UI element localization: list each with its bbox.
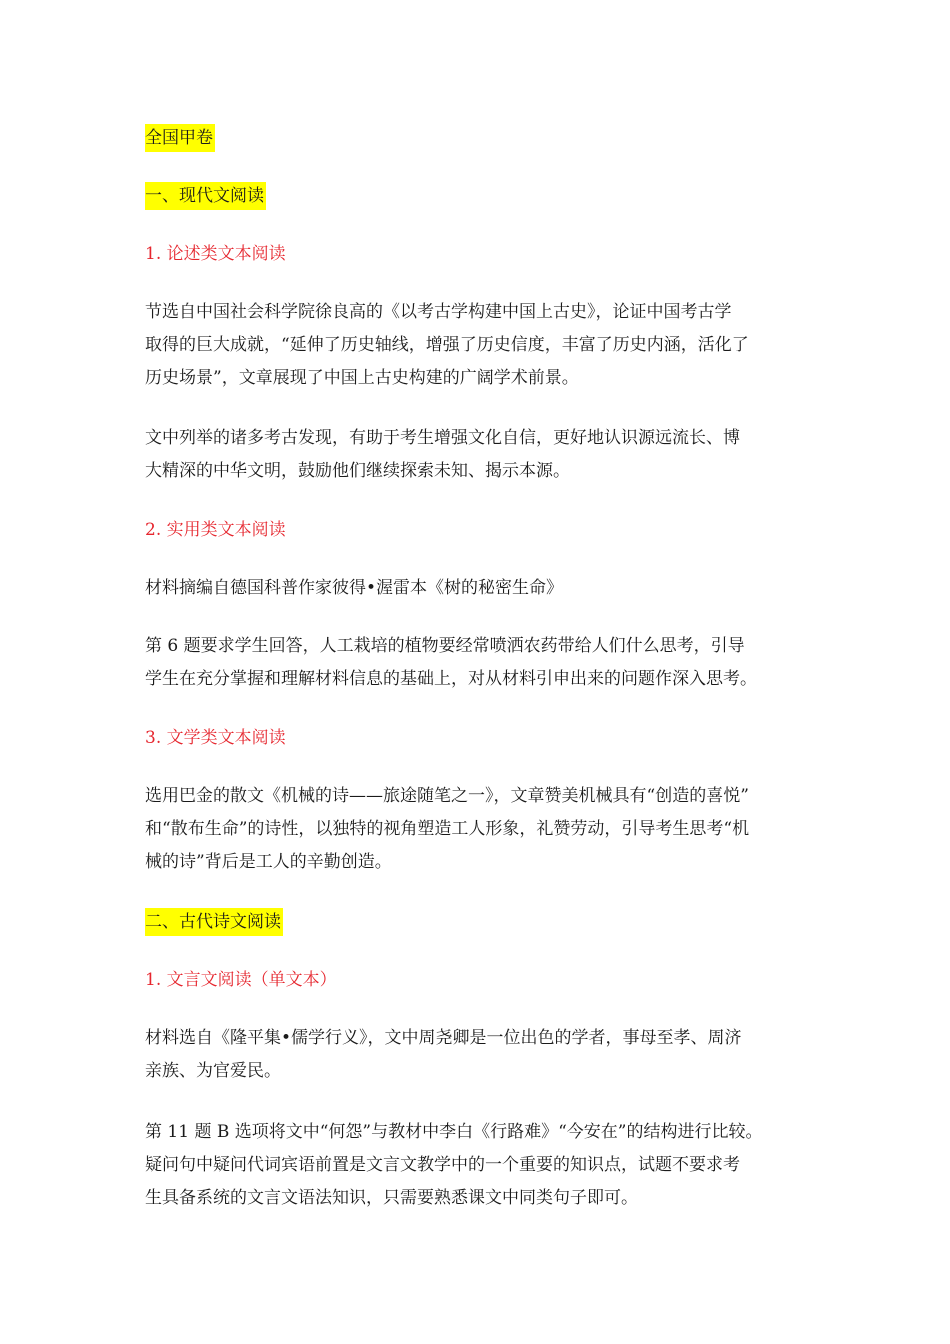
- text-line: 学生在充分掌握和理解材料信息的基础上，对从材料引申出来的问题作深入思考。: [145, 669, 757, 689]
- subheading-argumentative: 1. 论述类文本阅读: [145, 244, 286, 264]
- text-line: 第 6 题要求学生回答，人工栽培的植物要经常喷洒农药带给人们什么思考，引导: [145, 636, 745, 656]
- text-line: 选用巴金的散文《机械的诗——旅途随笔之一》，文章赞美机械具有“创造的喜悦”: [145, 786, 749, 806]
- text-line: 疑问句中疑问代词宾语前置是文言文教学中的一个重要的知识点，试题不要求考: [145, 1155, 740, 1175]
- paragraph-literary: [145, 780, 807, 879]
- section-heading-modern-reading: 一、现代文阅读: [145, 182, 266, 210]
- text-line: 亲族、为官爱民。: [145, 1061, 281, 1081]
- text-line: 大精深的中华文明，鼓励他们继续探索未知、揭示本源。: [145, 461, 570, 481]
- text-line: 材料选自《隆平集•儒学行义》，文中周尧卿是一位出色的学者，事母至孝、周济: [145, 1028, 742, 1048]
- subheading-literary: 3. 文学类文本阅读: [145, 728, 286, 748]
- text-line: 和“散布生命”的诗性，以独特的视角塑造工人形象，礼赞劳动，引导考生思考“机: [145, 819, 750, 839]
- section-heading-national-a: 全国甲卷: [145, 124, 215, 152]
- subheading-practical: 2. 实用类文本阅读: [145, 520, 286, 540]
- paragraph-classical-source: [145, 1022, 807, 1088]
- text-line: 节选自中国社会科学院徐良高的《以考古学构建中国上古史》，论证中国考古学: [145, 302, 732, 322]
- paragraph-argumentative-value: [145, 422, 807, 488]
- paragraph-argumentative-source: [145, 296, 807, 395]
- paragraph-practical-source: [145, 572, 807, 605]
- section-heading-classical-reading: 二、古代诗文阅读: [145, 908, 283, 936]
- paragraph-classical-question: [145, 1116, 807, 1215]
- text-line: 历史场景”，文章展现了中国上古史构建的广阔学术前景。: [145, 368, 579, 388]
- text-line: 文中列举的诸多考古发现，有助于考生增强文化自信，更好地认识源远流长、博: [145, 428, 740, 448]
- text-line: 生具备系统的文言文语法知识，只需要熟悉课文中同类句子即可。: [145, 1188, 638, 1208]
- text-line: 取得的巨大成就，“延伸了历史轴线，增强了历史信度，丰富了历史内涵，活化了: [145, 335, 749, 355]
- text-line: 械的诗”背后是工人的辛勤创造。: [145, 852, 392, 872]
- paragraph-practical-question: [145, 630, 807, 696]
- text-line: 材料摘编自德国科普作家彼得•渥雷本《树的秘密生命》: [145, 578, 564, 598]
- subheading-classical-prose: 1. 文言文阅读（单文本）: [145, 970, 337, 990]
- text-line: 第 11 题 B 选项将文中“何怨”与教材中李白《行路难》“今安在”的结构进行比较。: [145, 1122, 763, 1142]
